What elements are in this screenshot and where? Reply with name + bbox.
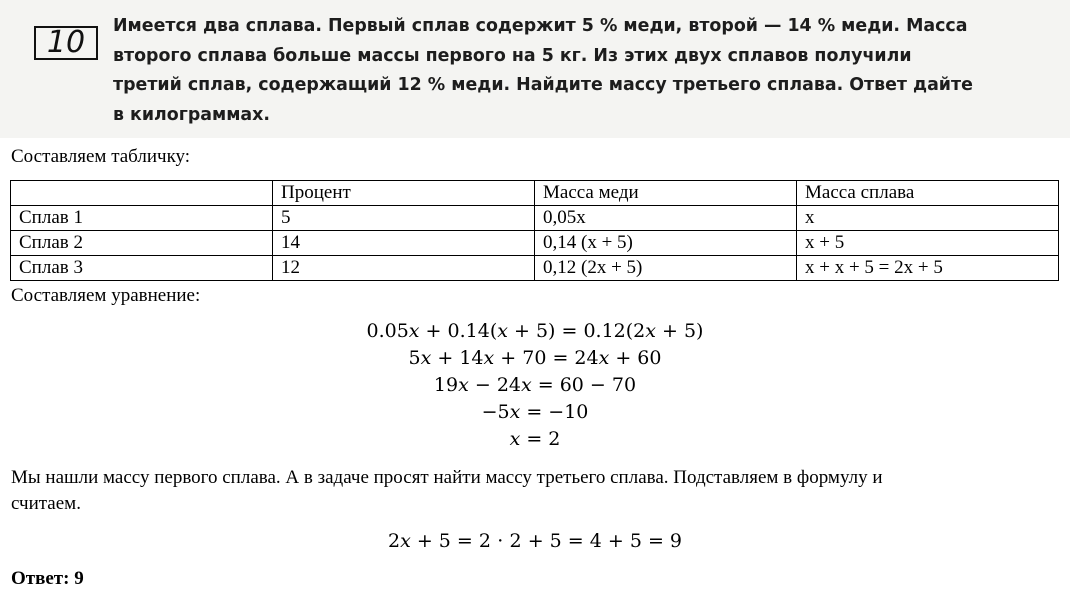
- table-cell: x + x + 5 = 2x + 5: [797, 256, 1059, 281]
- problem-line: третий сплав, содержащий 12 % меди. Найдите массу третьего сплава. Ответ дайте: [113, 75, 973, 95]
- equation-line: 0.05𝑥 + 0.14(𝑥 + 5) = 0.12(2𝑥 + 5): [366, 320, 704, 342]
- table-intro: Составляем табличку:: [11, 146, 191, 167]
- table-row: [11, 231, 1059, 256]
- table-row: [11, 256, 1059, 281]
- table-cell: Сплав 3: [11, 256, 273, 281]
- problem-line: в килограммах.: [113, 104, 270, 125]
- table-header-cell: Масса сплава: [797, 181, 1059, 206]
- table-header-cell: Масса меди: [535, 181, 797, 206]
- explanation-line: считаем.: [11, 493, 81, 514]
- table-cell: 5: [273, 206, 535, 231]
- table-cell: Сплав 2: [11, 231, 273, 256]
- table-header-cell: Процент: [273, 181, 535, 206]
- alloy-table: [10, 180, 1059, 281]
- table-row: [11, 206, 1059, 231]
- problem-line: Имеется два сплава. Первый сплав содержит 5 % меди, второй — 14 % меди. Масса: [113, 16, 968, 36]
- equation-line: 5𝑥 + 14𝑥 + 70 = 24𝑥 + 60: [408, 347, 662, 369]
- table-header-row: [11, 181, 1059, 206]
- problem-line: второго сплава больше массы первого на 5 кг. Из этих двух сплавов получили: [113, 45, 912, 66]
- table-cell: 0,14 (x + 5): [535, 231, 797, 256]
- equation-line: −5𝑥 = −10: [481, 401, 589, 423]
- table-header-cell: [11, 181, 273, 206]
- equation-line: 19𝑥 − 24𝑥 = 60 − 70: [433, 374, 637, 396]
- problem-number: 10: [34, 26, 98, 60]
- final-formula: 2𝑥 + 5 = 2 ⋅ 2 + 5 = 4 + 5 = 9: [388, 530, 682, 552]
- explanation-line: Мы нашли массу первого сплава. А в задаче просят найти массу третьего сплава. Подставляем в формулу и: [11, 467, 883, 488]
- table-cell: 0,05x: [535, 206, 797, 231]
- table-cell: x: [797, 206, 1059, 231]
- equation-intro: Составляем уравнение:: [11, 285, 201, 306]
- table-cell: x + 5: [797, 231, 1059, 256]
- equation-line: 𝑥 = 2: [509, 428, 561, 450]
- table-cell: 14: [273, 231, 535, 256]
- table-cell: 0,12 (2x + 5): [535, 256, 797, 281]
- table-cell: 12: [273, 256, 535, 281]
- problem-statement: [113, 12, 1038, 130]
- answer: Ответ: 9: [11, 568, 84, 589]
- table-cell: Сплав 1: [11, 206, 273, 231]
